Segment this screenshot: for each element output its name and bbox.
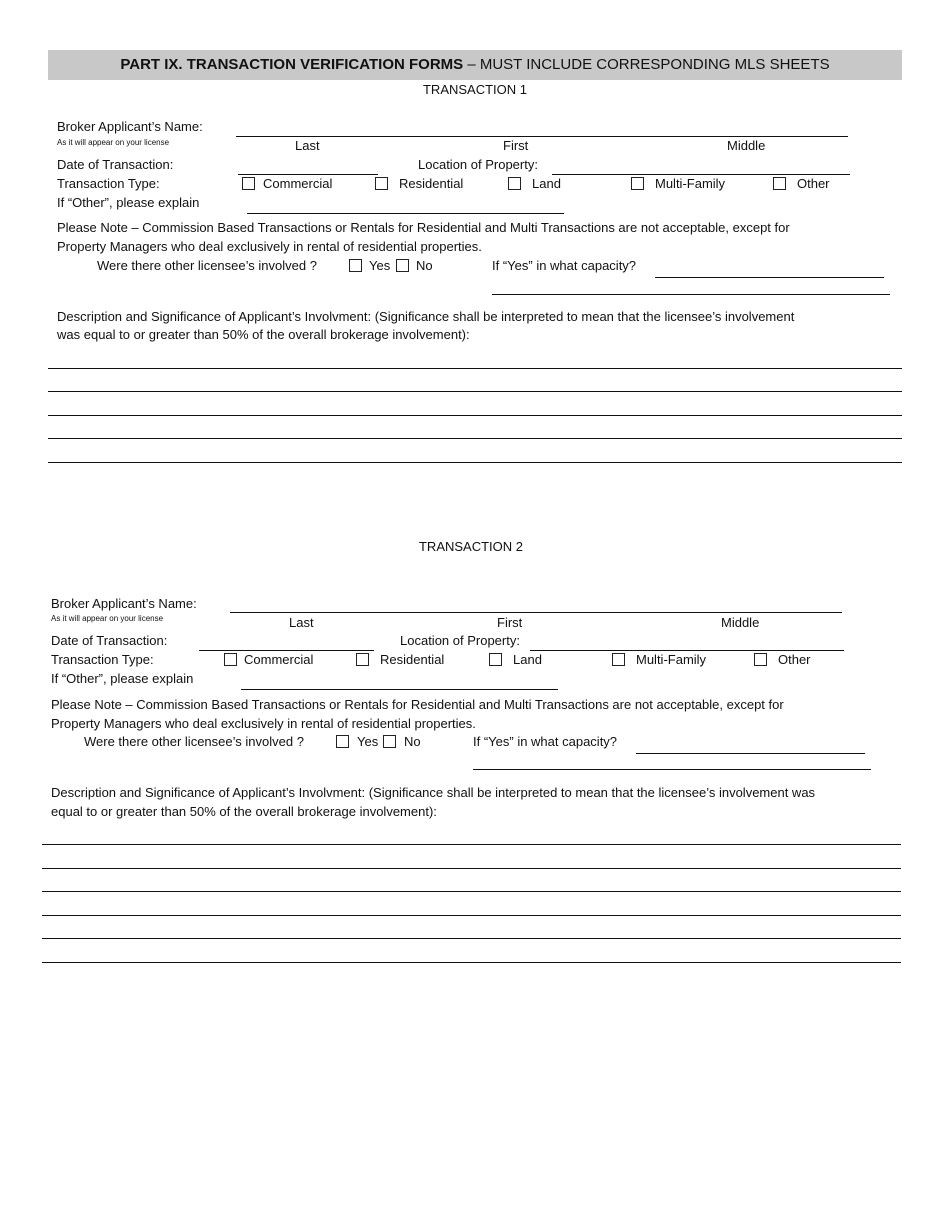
- residential-label: Residential: [399, 176, 464, 191]
- if-other-input[interactable]: [247, 197, 564, 212]
- broker-name-line: [236, 136, 848, 137]
- other-checkbox[interactable]: [773, 177, 786, 190]
- capacity-input[interactable]: [655, 260, 884, 275]
- other-licensees-label: Were there other licensee’s involved ?: [97, 258, 317, 273]
- if-other-label: If “Other”, please explain: [51, 671, 194, 686]
- type-label: Transaction Type:: [57, 176, 160, 191]
- if-other-label: If “Other”, please explain: [57, 195, 200, 210]
- date-input[interactable]: [199, 634, 374, 649]
- yes-checkbox[interactable]: [336, 735, 349, 748]
- description-answer-line[interactable]: [48, 415, 902, 416]
- section-title-bold: PART IX. TRANSACTION VERIFICATION FORMS: [120, 56, 464, 73]
- transaction-1-heading: TRANSACTION 1: [422, 82, 527, 97]
- first-label: First: [497, 615, 523, 630]
- description-line-1: Description and Significance of Applicant’s Involvment: (Significance shall be interpreted to mean that the licensee’s involvement: [57, 309, 795, 324]
- if-other-input[interactable]: [241, 673, 558, 688]
- description-line-2: was equal to or greater than 50% of the overall brokerage involvement):: [57, 327, 470, 342]
- description-answer-line[interactable]: [48, 368, 902, 369]
- note-line-2: Property Managers who deal exclusively in rental of residential properties.: [57, 239, 482, 254]
- last-label: Last: [295, 138, 320, 153]
- date-label: Date of Transaction:: [51, 633, 168, 648]
- type-label: Transaction Type:: [51, 652, 154, 667]
- location-label: Location of Property:: [418, 157, 538, 172]
- section-header: [48, 50, 902, 80]
- transaction-2-heading: TRANSACTION 2: [418, 539, 523, 554]
- date-line: [238, 174, 378, 175]
- location-line: [530, 650, 844, 651]
- broker-name-input[interactable]: [230, 596, 842, 611]
- capacity-line-2: [473, 769, 871, 770]
- multi-family-checkbox[interactable]: [631, 177, 644, 190]
- commercial-label: Commercial: [263, 176, 333, 191]
- license-note: As it will appear on your license: [51, 614, 164, 623]
- description-answer-line[interactable]: [48, 391, 902, 392]
- capacity-label: If “Yes” in what capacity?: [492, 258, 637, 273]
- description-answer-line[interactable]: [42, 868, 901, 869]
- multi-family-label: Multi-Family: [655, 176, 726, 191]
- commercial-label: Commercial: [244, 652, 314, 667]
- broker-name-label: Broker Applicant’s Name:: [57, 119, 203, 134]
- description-answer-line[interactable]: [42, 844, 901, 845]
- land-checkbox[interactable]: [508, 177, 521, 190]
- date-line: [199, 650, 374, 651]
- land-label: Land: [513, 652, 542, 667]
- residential-checkbox[interactable]: [356, 653, 369, 666]
- yes-label: Yes: [357, 734, 379, 749]
- broker-name-label: Broker Applicant’s Name:: [51, 596, 197, 611]
- description-line-2: equal to or greater than 50% of the overall brokerage involvement):: [51, 804, 437, 819]
- broker-name-input[interactable]: [236, 120, 848, 135]
- no-label: No: [416, 258, 433, 273]
- description-answer-line[interactable]: [48, 462, 902, 463]
- description-answer-line[interactable]: [42, 938, 901, 939]
- commercial-checkbox[interactable]: [242, 177, 255, 190]
- capacity-label: If “Yes” in what capacity?: [473, 734, 618, 749]
- multi-family-checkbox[interactable]: [612, 653, 625, 666]
- no-label: No: [404, 734, 421, 749]
- yes-checkbox[interactable]: [349, 259, 362, 272]
- location-input[interactable]: [552, 158, 850, 173]
- description-line-1: Description and Significance of Applicant’s Involvment: (Significance shall be interpreted to mean that the licensee’s involvement was: [51, 785, 816, 800]
- date-label: Date of Transaction:: [57, 157, 174, 172]
- description-answer-line[interactable]: [48, 438, 902, 439]
- description-answer-line[interactable]: [42, 962, 901, 963]
- other-label: Other: [797, 176, 830, 191]
- residential-label: Residential: [380, 652, 445, 667]
- section-title: [48, 56, 902, 74]
- commercial-checkbox[interactable]: [224, 653, 237, 666]
- description-answer-line[interactable]: [42, 891, 901, 892]
- capacity-input[interactable]: [636, 736, 865, 751]
- residential-checkbox[interactable]: [375, 177, 388, 190]
- no-checkbox[interactable]: [396, 259, 409, 272]
- land-checkbox[interactable]: [489, 653, 502, 666]
- note-line-2: Property Managers who deal exclusively in rental of residential properties.: [51, 716, 476, 731]
- yes-label: Yes: [369, 258, 391, 273]
- note-line-1: Please Note – Commission Based Transactions or Rentals for Residential and Multi Transactions are not acceptable, except for: [51, 697, 784, 712]
- last-label: Last: [289, 615, 314, 630]
- multi-family-label: Multi-Family: [636, 652, 707, 667]
- capacity-input-2[interactable]: [492, 277, 890, 292]
- note-line-1: Please Note – Commission Based Transactions or Rentals for Residential and Multi Transactions are not acceptable, except for: [57, 220, 790, 235]
- date-input[interactable]: [238, 158, 378, 173]
- if-other-line: [247, 213, 564, 214]
- section-title-rest: – MUST INCLUDE CORRESPONDING MLS SHEETS: [463, 56, 830, 73]
- other-label: Other: [778, 652, 811, 667]
- first-label: First: [503, 138, 529, 153]
- broker-name-line: [230, 612, 842, 613]
- other-checkbox[interactable]: [754, 653, 767, 666]
- location-input[interactable]: [530, 634, 844, 649]
- license-note: As it will appear on your license: [57, 138, 170, 147]
- capacity-input-2[interactable]: [473, 753, 871, 768]
- location-label: Location of Property:: [400, 633, 520, 648]
- if-other-line: [241, 689, 558, 690]
- land-label: Land: [532, 176, 561, 191]
- description-answer-line[interactable]: [42, 915, 901, 916]
- capacity-line-2: [492, 294, 890, 295]
- location-line: [552, 174, 850, 175]
- middle-label: Middle: [721, 615, 760, 630]
- no-checkbox[interactable]: [383, 735, 396, 748]
- other-licensees-label: Were there other licensee’s involved ?: [84, 734, 304, 749]
- middle-label: Middle: [727, 138, 766, 153]
